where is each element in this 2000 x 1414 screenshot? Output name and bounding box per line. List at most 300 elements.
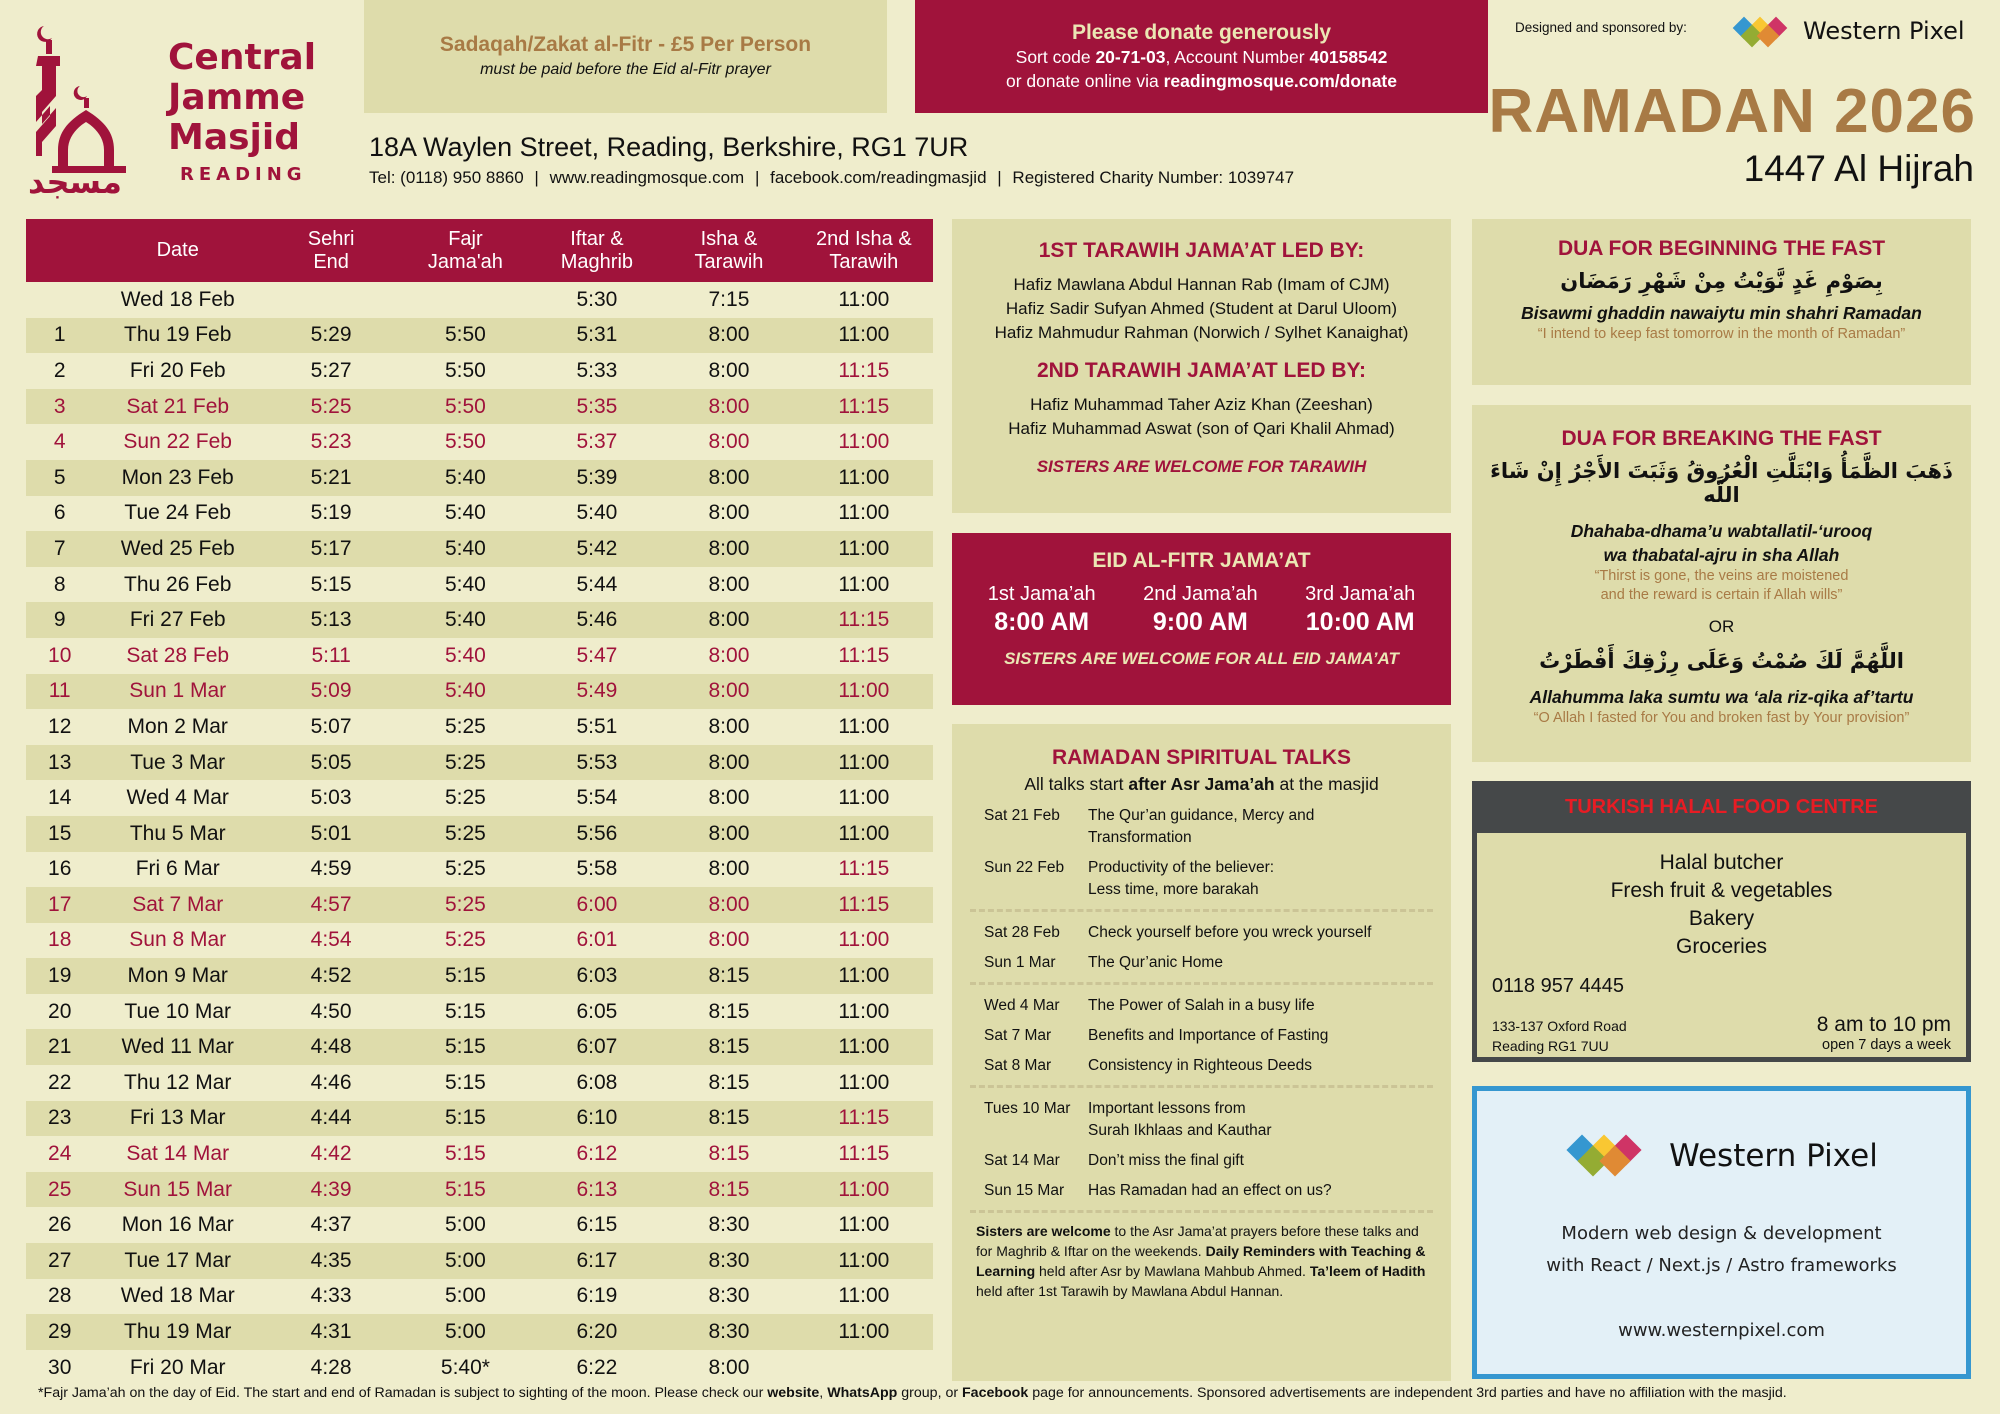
- talk-title: Important lessons from Surah Ikhlaas and Kauthar: [1088, 1100, 1272, 1139]
- date: Fri 20 Mar: [129, 1355, 226, 1379]
- isha2-time: 11:15: [795, 602, 933, 638]
- isha2-time: 11:15: [795, 389, 933, 425]
- sehri-time: 5:19: [310, 501, 352, 525]
- timetable-row: [26, 531, 933, 567]
- timetable-row: [26, 1350, 933, 1386]
- donate-online-label: or donate online via: [1006, 71, 1164, 91]
- iftar-time: 5:42: [531, 531, 664, 567]
- day-number: 2: [53, 358, 66, 382]
- talk-group: [970, 1088, 1433, 1213]
- date: Wed 25 Feb: [93, 531, 262, 567]
- ad-description: [1477, 1218, 1966, 1282]
- talk-item: [970, 1021, 1433, 1051]
- isha-time: 8:30: [708, 1213, 750, 1237]
- talk-date: Sat 7 Mar: [984, 1027, 1052, 1044]
- isha-time: 8:00: [663, 602, 794, 638]
- timetable-row: [26, 602, 933, 638]
- isha2-time: 11:00: [838, 928, 890, 952]
- timetable-row: [26, 1136, 933, 1172]
- talks-note-segment: held after Asr by Mawlana Mahbub Ahmed.: [1035, 1263, 1310, 1279]
- ad-logo: [1477, 1131, 1966, 1181]
- website-link[interactable]: www.readingmosque.com: [549, 168, 745, 187]
- fajr-time: 5:15: [400, 1101, 530, 1137]
- account-label: , Account Number: [1165, 47, 1310, 67]
- isha2-time: 11:00: [795, 1029, 933, 1065]
- iftar-time: 6:20: [531, 1314, 664, 1350]
- talk-title: The Qur’anic Home: [1088, 954, 1223, 971]
- fajr-time: 5:25: [444, 786, 486, 810]
- day-number: 20: [48, 999, 72, 1023]
- imam-name: Hafiz Mawlana Abdul Hannan Rab (Imam of CJM): [1013, 275, 1390, 294]
- talk-title: The Qur’an guidance, Mercy and Transformation: [1088, 807, 1315, 846]
- fajr-time: 5:25: [400, 745, 530, 781]
- sehri-time: 4:28: [310, 1355, 352, 1379]
- day-number: 11: [26, 674, 93, 710]
- dua-or: OR: [1708, 617, 1735, 636]
- timetable-row: [26, 353, 933, 389]
- isha2-time: 11:00: [795, 531, 933, 567]
- iftar-time: 5:35: [531, 389, 664, 425]
- ad-items: [1477, 833, 1966, 961]
- isha2-time: [795, 1350, 933, 1386]
- logo-name-line: Central: [168, 37, 317, 78]
- date: Fri 13 Mar: [93, 1101, 262, 1137]
- isha-time: 8:15: [663, 1172, 794, 1208]
- charity-number: Registered Charity Number: 1039747: [1012, 168, 1295, 187]
- timetable-row: [26, 674, 933, 710]
- timetable-row: [26, 1279, 933, 1315]
- talk-title: Benefits and Importance of Fasting: [1088, 1027, 1329, 1044]
- logo-subtitle: READING: [180, 164, 307, 185]
- talk-item: [970, 918, 1433, 948]
- fajr-time: 5:00: [444, 1284, 486, 1308]
- date: Fri 6 Mar: [135, 857, 220, 881]
- western-pixel-logo-icon: [1732, 14, 1800, 50]
- masjid-address: 18A Waylen Street, Reading, Berkshire, RG1 7UR: [369, 132, 969, 162]
- isha2-time: 11:00: [795, 958, 933, 994]
- col-header-isha: Isha & Tarawih: [663, 219, 794, 282]
- timetable-row: [26, 1065, 933, 1101]
- iftar-time: 6:13: [531, 1172, 664, 1208]
- sehri-time: 4:35: [262, 1243, 400, 1279]
- facebook-link[interactable]: facebook.com/readingmasjid: [770, 168, 987, 187]
- iftar-time: 5:39: [531, 460, 664, 496]
- date: Thu 12 Mar: [124, 1070, 232, 1094]
- tarawih-sisters-note: SISTERS ARE WELCOME FOR TARAWIH: [1036, 457, 1367, 476]
- iftar-time: 6:05: [576, 999, 618, 1023]
- separator: |: [534, 168, 539, 187]
- dua-begin-panel: [1472, 219, 1971, 385]
- tarawih-second-title: 2ND TARAWIH JAMA’AT LED BY:: [1037, 359, 1366, 382]
- eid-slot-time: 10:00 AM: [1305, 608, 1415, 636]
- eid-sisters-note: SISTERS ARE WELCOME FOR ALL EID JAMA’AT: [1004, 649, 1399, 668]
- timetable-row: [26, 1243, 933, 1279]
- fajr-time: 5:15: [444, 999, 486, 1023]
- ad-address-line: 133-137 Oxford Road: [1492, 1018, 1627, 1034]
- day-number: 9: [26, 602, 93, 638]
- iftar-time: 6:12: [576, 1142, 618, 1166]
- day-number: 21: [26, 1029, 93, 1065]
- isha2-time: 11:15: [795, 887, 933, 923]
- imam-name: Hafiz Muhammad Taher Aziz Khan (Zeeshan): [1030, 395, 1373, 414]
- talks-subtitle-text: All talks start: [1024, 774, 1129, 794]
- fajr-time: 5:50: [400, 318, 530, 354]
- date: Sat 7 Mar: [93, 887, 262, 923]
- sort-code: 20-71-03: [1095, 47, 1166, 67]
- sehri-time: 5:25: [262, 389, 400, 425]
- eid-slots: [952, 583, 1451, 637]
- iftar-time: 6:17: [531, 1243, 664, 1279]
- talk-title: Has Ramadan had an effect on us?: [1088, 1182, 1332, 1199]
- date: Sun 15 Mar: [93, 1172, 262, 1208]
- dua-break-arabic-2: اللَّهُمَّ لَكَ صُمْتُ وَعَلَى رِزْقِكَ أَفْطَرْتُ: [1539, 649, 1904, 673]
- donate-link[interactable]: readingmosque.com/donate: [1163, 71, 1397, 91]
- timetable-row: [26, 923, 933, 959]
- sort-code-label: Sort code: [1015, 47, 1096, 67]
- timetable-row: [26, 1207, 933, 1243]
- iftar-time: 5:37: [576, 430, 618, 454]
- iftar-time: 5:58: [576, 857, 618, 881]
- timetable-row: [26, 816, 933, 852]
- sponsor-name: Western Pixel: [1803, 17, 1965, 45]
- timetable-row: [26, 1172, 933, 1208]
- ad-item: Halal butcher: [1659, 851, 1784, 874]
- isha-time: 8:00: [708, 572, 750, 596]
- sehri-time: 4:37: [310, 1213, 352, 1237]
- iftar-time: 5:51: [576, 714, 618, 738]
- iftar-time: 6:19: [576, 1284, 618, 1308]
- col-header-fajr: Fajr Jama'ah: [400, 219, 530, 282]
- isha-time: 8:30: [708, 1284, 750, 1308]
- timetable-row: [26, 389, 933, 425]
- dua-begin-title: DUA FOR BEGINNING THE FAST: [1557, 237, 1886, 260]
- talks-note-segment: Sisters are welcome: [976, 1223, 1111, 1239]
- isha2-time: 11:15: [838, 1142, 890, 1166]
- timetable-row: [26, 780, 933, 816]
- eid-slot: [1143, 583, 1258, 637]
- separator: |: [754, 168, 760, 187]
- isha-time: 8:00: [663, 318, 794, 354]
- fajr-time: 5:40: [444, 572, 486, 596]
- sponsor-label: Designed and sponsored by:: [1515, 20, 1687, 35]
- fajr-time: 5:25: [400, 887, 530, 923]
- talk-group: [970, 912, 1433, 985]
- iftar-time: 5:54: [576, 786, 618, 810]
- tarawih-second-names: [952, 393, 1451, 441]
- isha-time: 8:00: [663, 816, 794, 852]
- dua-begin-transliteration: Bisawmi ghaddin nawaiytu min shahri Ramadan: [1521, 303, 1922, 323]
- sehri-time: 4:44: [262, 1101, 400, 1137]
- talk-date: Sun 1 Mar: [984, 954, 1056, 971]
- talks-note-segment: Ta’leem of Hadith: [1309, 1263, 1426, 1279]
- talk-group: [970, 985, 1433, 1088]
- talk-item: [970, 1146, 1433, 1176]
- talks-subtitle-bold: after Asr Jama’ah: [1128, 774, 1275, 794]
- timetable-row: [26, 1314, 933, 1350]
- sehri-time: 5:11: [311, 643, 351, 667]
- day-number: 13: [26, 745, 93, 781]
- sehri-time: 5:03: [310, 786, 352, 810]
- timetable-row: [26, 887, 933, 923]
- donate-title: Please donate generously: [1071, 21, 1332, 44]
- talks-note-segment: held after 1st Tarawih by Mawlana Abdul Hannan.: [976, 1283, 1284, 1299]
- footer-segment: ,: [819, 1385, 828, 1401]
- isha-time: 8:00: [708, 430, 750, 454]
- isha-time: 8:00: [708, 643, 750, 667]
- day-number: 28: [48, 1284, 72, 1308]
- imam-name: Hafiz Sadir Sufyan Ahmed (Student at Darul Uloom): [1005, 299, 1398, 318]
- sehri-time: 4:48: [262, 1029, 400, 1065]
- isha-time: 8:00: [708, 501, 750, 525]
- date: Fri 20 Feb: [129, 358, 226, 382]
- date: Mon 2 Mar: [127, 714, 228, 738]
- imam-name: Hafiz Muhammad Aswat (son of Qari Khalil Ahmad): [1008, 419, 1395, 438]
- phone-number: Tel: (0118) 950 8860: [369, 168, 524, 187]
- isha2-time: 11:15: [795, 1101, 933, 1137]
- day-number: 19: [26, 958, 93, 994]
- fajr-time: 5:50: [444, 358, 486, 382]
- talk-date: Tues 10 Mar: [984, 1100, 1071, 1117]
- date: Mon 16 Mar: [121, 1213, 234, 1237]
- talk-item: [970, 853, 1433, 905]
- iftar-time: 5:49: [531, 674, 664, 710]
- footer-segment: group, or: [897, 1385, 963, 1401]
- isha2-time: 11:00: [838, 1213, 890, 1237]
- fajr-time: 5:15: [444, 1070, 486, 1094]
- dua-begin-arabic: بِصَوْمِ غَدٍ نَّوَيْتُ مِنْ شَهْرِ رَمَضَان: [1560, 269, 1883, 293]
- timetable-row: [26, 638, 933, 674]
- col-header-day: [26, 219, 93, 282]
- sehri-time: 5:23: [310, 430, 352, 454]
- talks-note-segment: to the Asr Jama’at prayers before these talks and for Maghrib & Iftar on the weekends.: [976, 1223, 1419, 1259]
- sehri-time: 4:39: [262, 1172, 400, 1208]
- logo-name-line: Masjid: [168, 117, 300, 158]
- ad-phone: 0118 957 4445: [1492, 975, 1624, 997]
- talk-item: [970, 991, 1433, 1021]
- timetable-row: [26, 460, 933, 496]
- date: Fri 27 Feb: [93, 602, 262, 638]
- day-number: 24: [48, 1142, 72, 1166]
- day-number: 30: [48, 1355, 72, 1379]
- eid-slot-label: 1st Jama’ah: [987, 583, 1096, 605]
- col-header-iftar: Iftar & Maghrib: [531, 219, 664, 282]
- fajr-time: 5:15: [400, 1029, 530, 1065]
- fajr-time: 5:50: [444, 430, 486, 454]
- day-number: 18: [48, 928, 72, 952]
- date: Sat 14 Mar: [126, 1142, 230, 1166]
- logo-arabic-wordmark: مسجد: [28, 163, 122, 201]
- sehri-time: 4:57: [262, 887, 400, 923]
- timetable-body: [26, 282, 933, 1385]
- day-number: 7: [26, 531, 93, 567]
- talk-item: [970, 801, 1433, 853]
- dua-break-transliteration-2: Allahumma laka sumtu wa ‘ala riz-qika af’tartu: [1529, 687, 1914, 707]
- isha2-time: 11:00: [795, 1172, 933, 1208]
- sehri-time: 4:54: [310, 928, 352, 952]
- sehri-time: 5:21: [262, 460, 400, 496]
- isha-time: 8:15: [708, 999, 750, 1023]
- isha2-time: 11:00: [838, 430, 890, 454]
- imam-name: Hafiz Mahmudur Rahman (Norwich / Sylhet Kanaighat): [994, 323, 1409, 342]
- isha-time: 8:30: [663, 1314, 794, 1350]
- talks-note: [952, 1213, 1451, 1301]
- fajr-time: 5:50: [400, 389, 530, 425]
- timetable-row: [26, 1029, 933, 1065]
- iftar-time: 6:01: [576, 928, 618, 952]
- sehri-time: 5:29: [262, 318, 400, 354]
- fajr-time: 5:15: [444, 1142, 486, 1166]
- fajr-time: 5:00: [400, 1314, 530, 1350]
- talk-date: Sun 15 Mar: [984, 1182, 1065, 1199]
- date: Sun 8 Mar: [129, 928, 227, 952]
- iftar-time: 6:00: [531, 887, 664, 923]
- day-number: 6: [53, 501, 66, 525]
- day-number: 5: [26, 460, 93, 496]
- timetable-row: [26, 318, 933, 354]
- donate-online: [915, 69, 1488, 93]
- eid-panel: [952, 533, 1451, 705]
- ad-hours-days: open 7 days a week: [1822, 1037, 1951, 1053]
- day-number: 29: [26, 1314, 93, 1350]
- fajr-time: 5:40: [400, 674, 530, 710]
- isha2-time: 11:00: [838, 714, 890, 738]
- eid-slot: [1305, 583, 1415, 637]
- date: Sat 21 Feb: [93, 389, 262, 425]
- fajr-time: 5:25: [444, 857, 486, 881]
- isha2-time: 11:00: [838, 1284, 890, 1308]
- sehri-time: [262, 282, 400, 318]
- dua-break-panel: [1472, 405, 1971, 762]
- ad-item: Groceries: [1675, 935, 1768, 958]
- day-number: 25: [26, 1172, 93, 1208]
- fajr-time: 5:00: [444, 1213, 486, 1237]
- isha2-time: 11:00: [795, 674, 933, 710]
- day-number: 12: [48, 714, 72, 738]
- isha2-time: 11:15: [838, 358, 890, 382]
- timetable-row: [26, 424, 933, 460]
- ad-hours: [1817, 1013, 1951, 1053]
- isha-time: 8:00: [708, 857, 750, 881]
- fajr-time: 5:25: [444, 928, 486, 952]
- ad-address: [1492, 1016, 1627, 1056]
- date: Tue 24 Feb: [124, 501, 232, 525]
- isha2-time: 11:00: [838, 786, 890, 810]
- talk-item: [970, 1176, 1433, 1206]
- iftar-time: 5:44: [576, 572, 618, 596]
- day-number: 22: [48, 1070, 72, 1094]
- talk-item: [970, 1094, 1433, 1146]
- day-number: 15: [26, 816, 93, 852]
- day-number: 3: [26, 389, 93, 425]
- day-number: 10: [48, 643, 72, 667]
- talk-date: Sat 21 Feb: [984, 807, 1060, 824]
- date: Thu 26 Feb: [124, 572, 232, 596]
- isha2-time: 11:00: [795, 816, 933, 852]
- masjid-logo: [22, 18, 362, 203]
- date: Sat 28 Feb: [126, 643, 230, 667]
- iftar-time: 5:53: [531, 745, 664, 781]
- date: Sun 22 Feb: [123, 430, 232, 454]
- col-header-date: Date: [93, 219, 262, 282]
- fajr-time: 5:40: [444, 501, 486, 525]
- iftar-time: 5:33: [576, 358, 618, 382]
- isha2-time: 11:00: [795, 318, 933, 354]
- iftar-time: 6:03: [531, 958, 664, 994]
- isha-time: 8:00: [663, 745, 794, 781]
- col-header-isha2: 2nd Isha & Tarawih: [795, 219, 933, 282]
- eid-slot-time: 9:00 AM: [1152, 608, 1248, 636]
- date: Wed 4 Mar: [126, 786, 229, 810]
- ad-url[interactable]: www.westernpixel.com: [1618, 1320, 1825, 1341]
- isha2-time: 11:15: [838, 857, 890, 881]
- talk-group: [970, 795, 1433, 912]
- ad-address-line: Reading RG1 7UU: [1492, 1038, 1609, 1054]
- isha2-time: 11:00: [795, 745, 933, 781]
- crescent-moon-icon: [52, 288, 68, 311]
- dua-break-transliteration-1: Dhahaba-dhama’u wabtallatil-‘urooq wa thabatal-ajru in sha Allah: [1570, 521, 1873, 565]
- date: Tue 10 Mar: [124, 999, 232, 1023]
- timetable-row: [26, 1101, 933, 1137]
- day-number: 8: [53, 572, 66, 596]
- talks-subtitle: [952, 774, 1451, 795]
- bank-details: [915, 45, 1488, 69]
- sehri-time: 4:42: [310, 1142, 352, 1166]
- iftar-time: 5:40: [576, 501, 618, 525]
- dua-break-meaning-2: “O Allah I fasted for You and broken fast by Your provision”: [1533, 710, 1910, 726]
- sponsor-credit: [1515, 14, 1975, 54]
- isha-time: 8:30: [663, 1243, 794, 1279]
- dua-begin-meaning: “I intend to keep fast tomorrow in the month of Ramadan”: [1537, 326, 1906, 342]
- fajr-time: 5:25: [400, 816, 530, 852]
- sehri-time: 5:01: [262, 816, 400, 852]
- sehri-time: 5:07: [310, 714, 352, 738]
- timetable-row: [26, 282, 933, 318]
- talk-date: Wed 4 Mar: [984, 997, 1060, 1014]
- iftar-time: 6:22: [576, 1355, 618, 1379]
- date: Mon 9 Mar: [93, 958, 262, 994]
- logo-name: [168, 38, 316, 158]
- turkish-food-ad[interactable]: [1472, 781, 1971, 1062]
- eid-slot: [988, 583, 1096, 637]
- sadaqah-note: must be paid before the Eid al-Fitr prayer: [480, 61, 771, 78]
- talks-subtitle-text: at the masjid: [1274, 774, 1379, 794]
- talk-title: The Power of Salah in a busy life: [1088, 997, 1315, 1014]
- ad-brand-name: Western Pixel: [1669, 1138, 1878, 1174]
- account-number: 40158542: [1309, 47, 1388, 67]
- talks-panel: [952, 724, 1451, 1381]
- iftar-time: 5:46: [531, 602, 664, 638]
- footer-segment: Facebook: [962, 1385, 1029, 1401]
- separator: |: [997, 168, 1002, 187]
- fajr-time: 5:40: [444, 643, 486, 667]
- tarawih-first-names: [952, 273, 1451, 345]
- date: Thu 19 Mar: [93, 1314, 262, 1350]
- footer-segment: page for announcements. Sponsored advertisements are independent 3rd parties and have no affiliation with the masjid.: [1028, 1385, 1787, 1401]
- isha-time: 8:00: [663, 460, 794, 496]
- timetable-row: [26, 958, 933, 994]
- isha-time: 8:15: [708, 1070, 750, 1094]
- day-number: 16: [48, 857, 72, 881]
- isha2-time: 11:00: [838, 1070, 890, 1094]
- sehri-time: 5:27: [310, 358, 352, 382]
- western-pixel-ad[interactable]: [1472, 1086, 1971, 1379]
- footer-segment: website: [767, 1385, 820, 1401]
- hijri-year: 1447 Al Hijrah: [1743, 148, 1974, 189]
- talk-list: [952, 795, 1451, 1213]
- sehri-time: 5:15: [310, 572, 352, 596]
- sehri-time: 5:09: [262, 674, 400, 710]
- day-number: 26: [48, 1213, 72, 1237]
